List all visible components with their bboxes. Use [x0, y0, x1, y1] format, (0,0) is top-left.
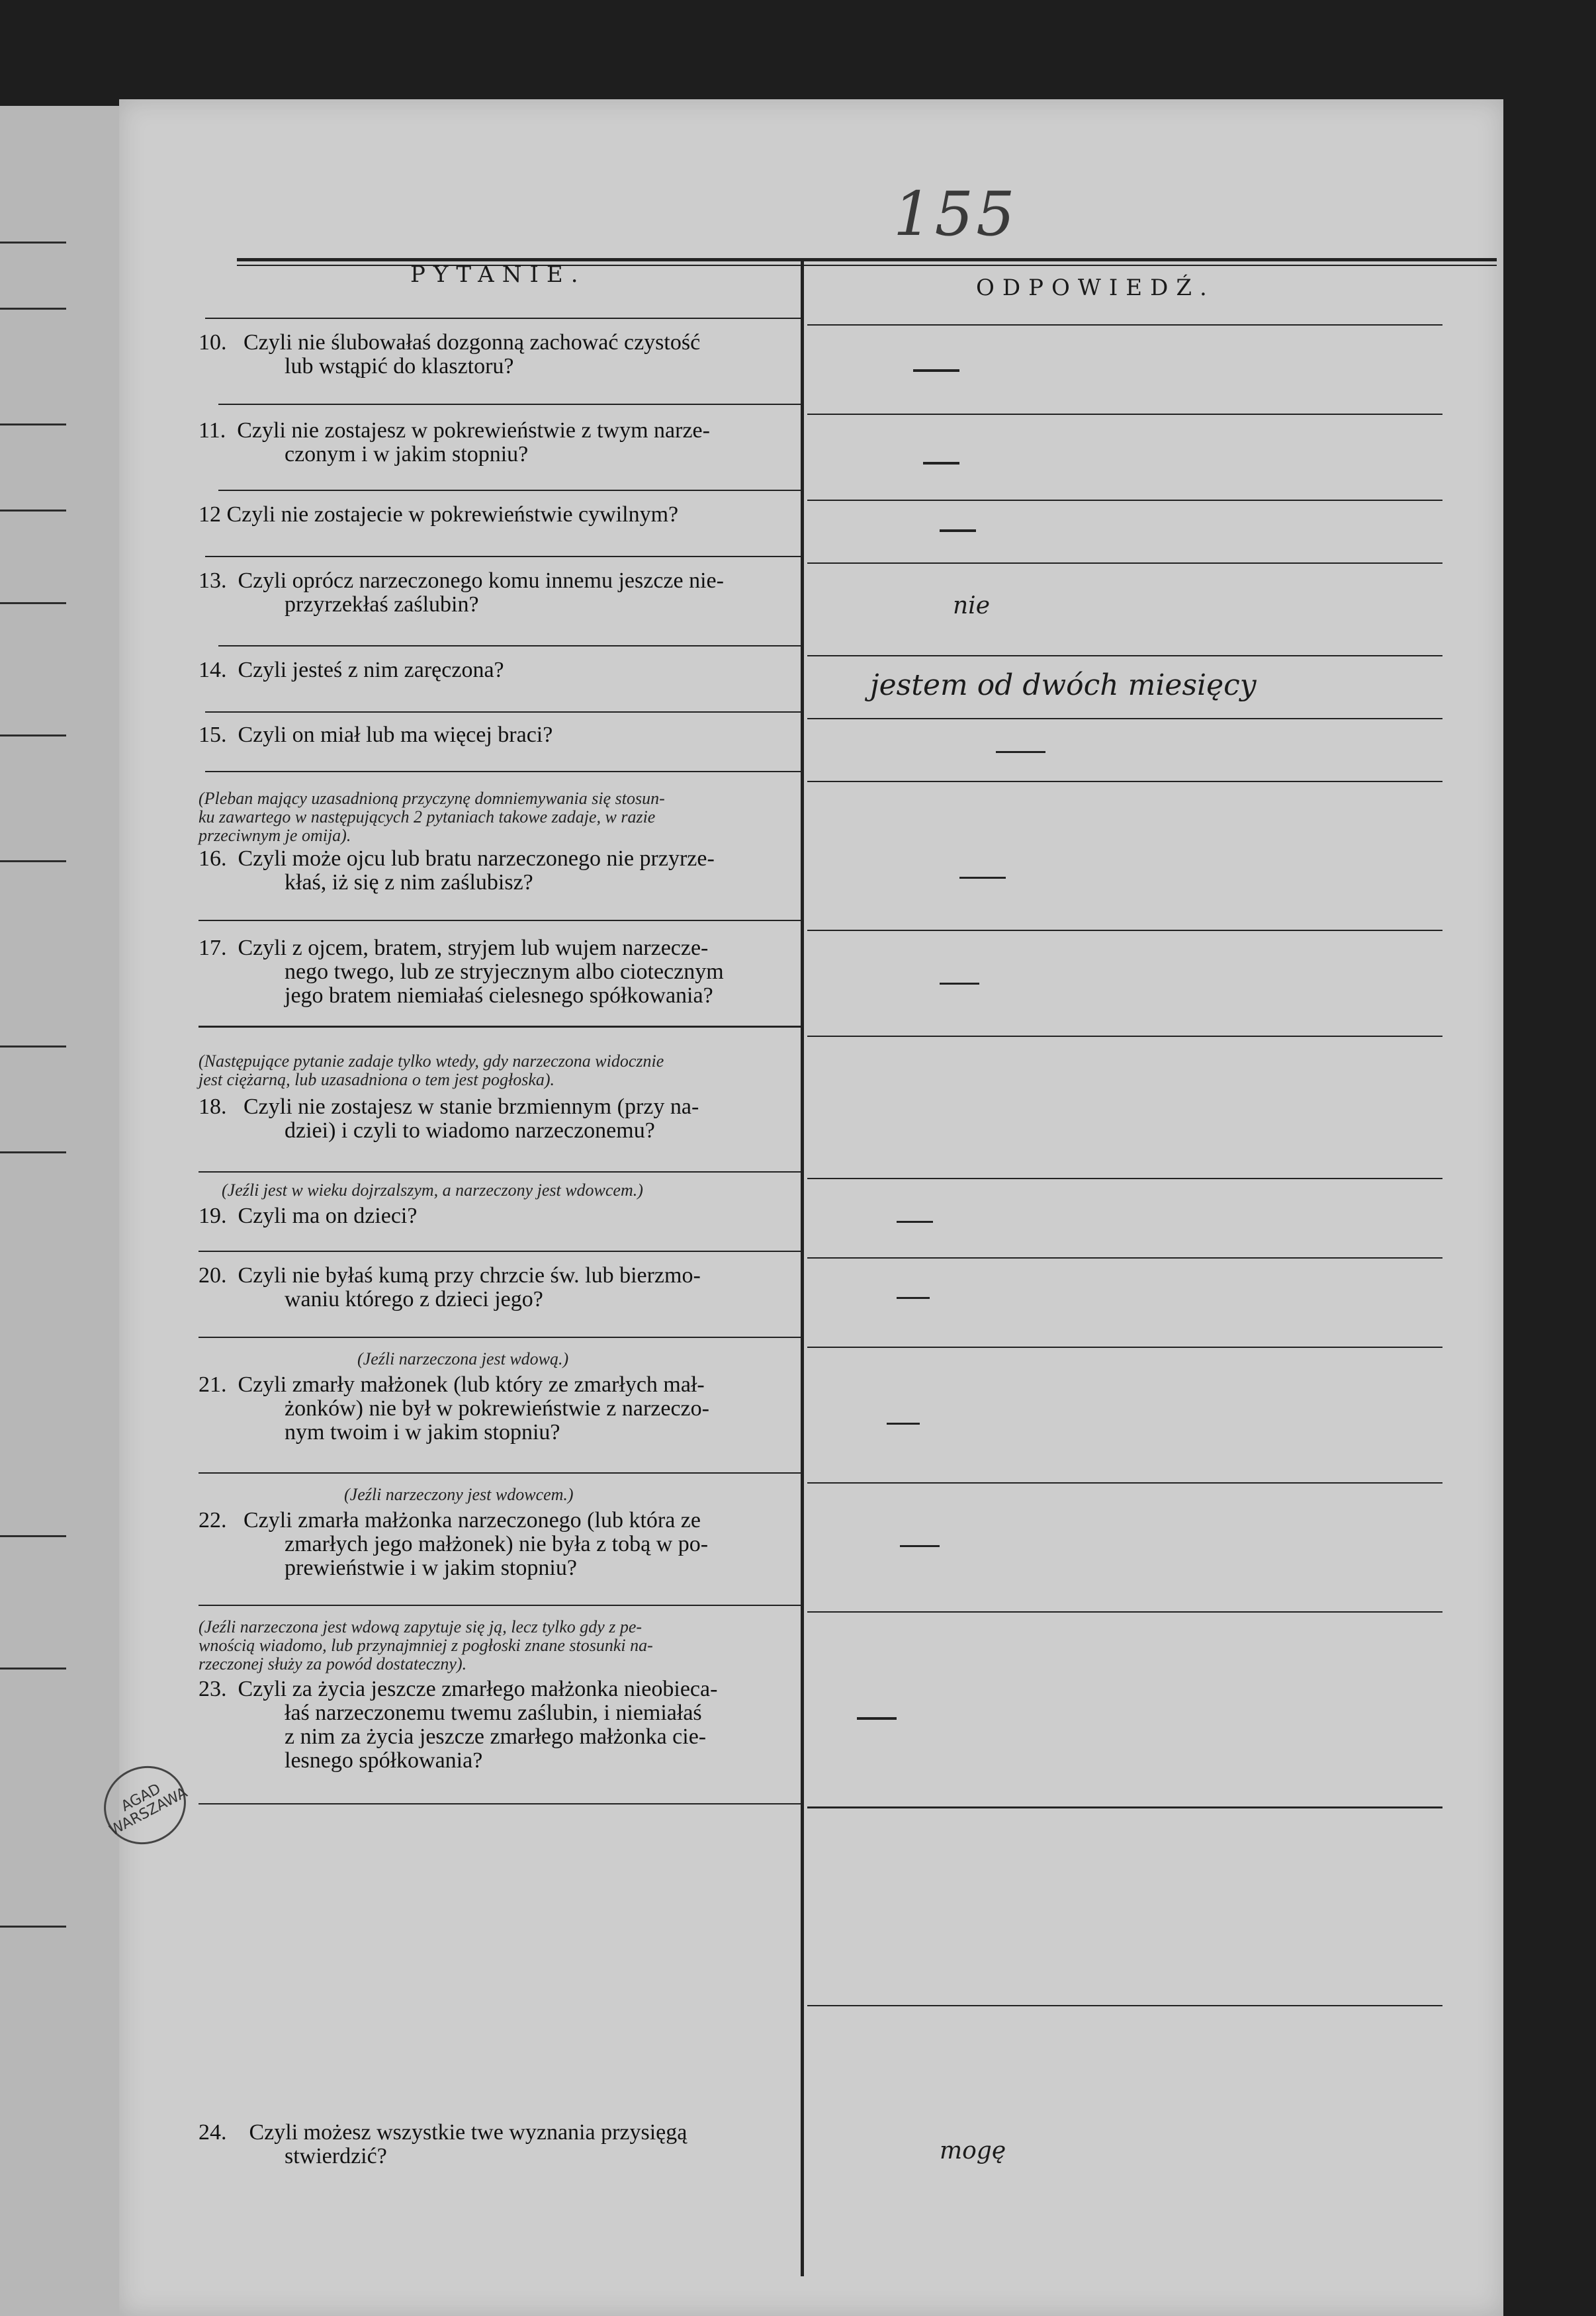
answer-rule — [807, 324, 1442, 326]
left-page-rule — [0, 735, 66, 736]
question-column-header: PYTANIE. — [410, 261, 586, 288]
answer-rule — [807, 930, 1442, 931]
answer-14: jestem od dwóch miesięcy — [870, 668, 1257, 702]
answer-rule — [807, 414, 1442, 415]
row-rule — [199, 1472, 801, 1474]
question-16: 16. Czyli może ojcu lub bratu narzeczonego nie przyrze- kłaś, iż się z nim zaślubisz? — [199, 846, 715, 895]
row-rule — [199, 1171, 801, 1173]
answer-column-header: ODPOWIEDŹ. — [976, 275, 1215, 301]
row-rule — [205, 318, 801, 319]
answer-rule — [807, 1257, 1442, 1259]
row-rule — [205, 771, 801, 772]
answer-rule — [807, 718, 1442, 719]
answer-rule — [807, 1482, 1442, 1484]
question-20: 20. Czyli nie byłaś kumą przy chrzcie św. lub bierzmo- waniu którego z dzieci jego? — [199, 1263, 701, 1312]
row-rule — [199, 1337, 801, 1338]
question-21: 21. Czyli zmarły małżonek (lub który ze zmarłych mał- żonków) nie był w pokrewieństwie z narzeczo- nym twoim i w jakim stopniu? — [199, 1372, 709, 1445]
row-rule — [218, 404, 801, 405]
question-10: 10. Czyli nie ślubowałaś dozgonną zachować czystość lub wstąpić do klasztoru? — [199, 330, 701, 379]
left-page-rule — [0, 510, 66, 512]
question-12: 12 Czyli nie zostajecie w pokrewieństwie cywilnym? — [199, 502, 679, 527]
question-23: 23. Czyli za życia jeszcze zmarłego małżonka nieobieca- łaś narzeczonemu twemu zaślubin, i niemiałaś z nim za życia jeszcze zmarłego małżonka cie- lesnego spółkowania? — [199, 1677, 718, 1773]
row-rule — [199, 1605, 801, 1606]
form-page — [107, 99, 1503, 2316]
row-rule — [218, 645, 801, 646]
question-13: 13. Czyli oprócz narzeczonego komu innemu jeszcze nie- przyrzekłaś zaślubin? — [199, 568, 724, 617]
answer-dash-19 — [897, 1221, 933, 1223]
answer-rule — [807, 2005, 1442, 2006]
answer-dash-10 — [913, 369, 959, 372]
row-rule — [199, 920, 801, 921]
question-22: 22. Czyli zmarła małżonka narzeczonego (lub która ze zmarłych jego małżonek) nie była z tobą w po- prewieństwie i w jakim stopniu? — [199, 1508, 709, 1580]
left-page-edge — [0, 106, 122, 2316]
answer-rule — [807, 1806, 1442, 1808]
left-page-rule — [0, 1668, 66, 1670]
answer-rule — [807, 781, 1442, 782]
left-page-rule — [0, 860, 66, 862]
note-question-18: (Następujące pytanie zadaje tylko wtedy, gdy narzeczona widocznie jest ciężarną, lub uzasadniona o tem jest pogłoska). — [199, 1051, 664, 1089]
answer-13: nie — [953, 592, 991, 619]
note-question-19: (Jeźli jest w wieku dojrzalszym, a narzeczony jest wdowcem.) — [222, 1180, 643, 1200]
left-page-rule — [0, 1535, 66, 1537]
answer-rule — [807, 1611, 1442, 1613]
answer-dash-11 — [923, 462, 959, 465]
note-question-22: (Jeźli narzeczony jest wdowcem.) — [344, 1485, 574, 1504]
answer-dash-17 — [940, 983, 979, 985]
row-rule — [205, 556, 801, 557]
row-rule — [199, 1251, 801, 1252]
answer-rule — [807, 500, 1442, 501]
answer-dash-21 — [887, 1423, 920, 1425]
question-14: 14. Czyli jesteś z nim zaręczona? — [199, 658, 504, 682]
question-19: 19. Czyli ma on dzieci? — [199, 1204, 418, 1228]
left-page-rule — [0, 1926, 66, 1928]
page-number: 155 — [893, 179, 1018, 249]
answer-dash-22 — [900, 1545, 940, 1547]
note-question-23: (Jeźli narzeczona jest wdową zapytuje się ją, lecz tylko gdy z pe- wnością wiadomo, lub przynajmniej z pogłoski znane stosunki na- rzeczonej służy za powód dostateczny). — [199, 1617, 653, 1673]
answer-dash-16 — [959, 877, 1006, 879]
answer-rule — [807, 562, 1442, 564]
answer-rule — [807, 655, 1442, 656]
note-question-16: (Pleban mający uzasadnioną przyczynę domniemywania się stosun- ku zawartego w następujących 2 pytaniach takowe zadaje, w razie przeciwnym je omija). — [199, 789, 665, 845]
answer-rule — [807, 1178, 1442, 1179]
question-24: 24. Czyli możesz wszystkie twe wyznania przysięgą stwierdzić? — [199, 2120, 687, 2168]
archive-stamp: AGAD WARSZAWA — [90, 1752, 200, 1859]
answer-dash-23 — [857, 1717, 897, 1720]
row-rule — [199, 1803, 801, 1804]
row-rule — [205, 711, 801, 713]
answer-dash-12 — [940, 529, 976, 532]
row-rule — [199, 1026, 801, 1028]
note-question-21: (Jeźli narzeczona jest wdową.) — [357, 1349, 569, 1368]
left-page-rule — [0, 1046, 66, 1047]
question-17: 17. Czyli z ojcem, bratem, stryjem lub wujem narzecze- nego twego, lub ze stryjecznym albo ciotecznym jego bratem niemiałaś cielesnego spółkowania? — [199, 936, 724, 1008]
answer-rule — [807, 1347, 1442, 1348]
left-page-rule — [0, 242, 66, 244]
answer-rule — [807, 1036, 1442, 1037]
question-18: 18. Czyli nie zostajesz w stanie brzmiennym (przy na- dziei) i czyli to wiadomo narzeczonemu? — [199, 1094, 699, 1143]
answer-dash-20 — [897, 1297, 930, 1299]
question-11: 11. Czyli nie zostajesz w pokrewieństwie z twym narze- czonym i w jakim stopniu? — [199, 418, 710, 467]
row-rule — [218, 490, 801, 491]
question-15: 15. Czyli on miał lub ma więcej braci? — [199, 723, 553, 747]
left-page-rule — [0, 308, 66, 310]
answer-24: mogę — [940, 2137, 1006, 2164]
left-page-rule — [0, 1151, 66, 1153]
answer-dash-15 — [996, 751, 1045, 753]
left-page-rule — [0, 602, 66, 604]
left-page-rule — [0, 423, 66, 425]
